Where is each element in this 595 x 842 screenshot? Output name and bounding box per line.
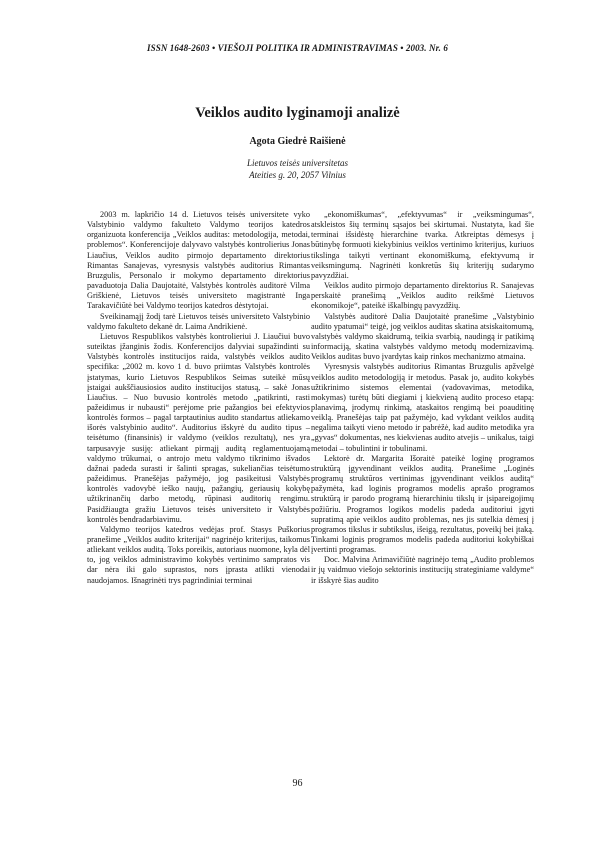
paragraph: 2003 m. lapkričio 14 d. Lietuvos teisės universitete vyko Valstybinio valdymo fakulteto Valdymo teorijos katedros organizuota konferencija „Veiklos auditas: metodologija, metodai, problemos“. Konferencijoje dalyvavo valstybės kontrolierius Jonas Liaučius, Veiklos audito pirmojo departamento direktorius Rimantas Sanajevas, vyresnysis valstybės auditorius Rimantas Bruzgulis, Personalo ir mokymo departamento direktorius pavaduotoja Dalia Daujotaitė, Valstybės kontrolės auditorė Vilma Griškienė, Lietuvos teisės universiteto magistrantė Inga Tarakavičiūtė bei Valdymo teorijos katedros dėstytojai. <box>87 210 310 311</box>
paragraph: Doc. Malvina Arimavičiūtė nagrinėjo temą „Audito problemos ir jų vaidmuo viešojo sektorinis institucijų strateginiame valdyme“ ir išskyrė šias audito <box>311 555 534 585</box>
article-author: Agota Giedrė Raišienė <box>249 136 346 147</box>
affiliation-institution: Lietuvos teisės universitetas <box>247 158 348 168</box>
right-text-column <box>311 210 534 586</box>
paragraph: Lektorė dr. Margarita Išoraitė pateikė loginę programos struktūrą įgyvendinant veiklos auditą. Pranešime „Loginės programų struktūros vertinimas įgyvendinant veiklos auditą“ pažymėta, kad loginis programos modelis aprašo programos struktūrą ir parodo programą hierarchiniu tikslų ir įsipareigojimų požiūriu. Programos logikos modelis padeda auditoriui įgyti supratimą apie veiklos audito problemas, nes jis sutelkia dėmesį į programos tikslus ir subtikslus, išeigą, rezultatus, poveikį bei įtaką. Tinkami loginis programos modelis padeda auditoriui kokybiškai įvertinti programas. <box>311 453 534 555</box>
paragraph: Valdymo teorijos katedros vedėjas prof. Stasys Puškorius pranešime „Veiklos audito kriterijai“ nagrinėjo kriterijus, taikomus atliekant veiklos auditą. Toks poreikis, autoriaus nuomone, kyla dėl to, jog veiklos administravimo kokybės vertinimo sampratos vis dar nėra iki galo suprastos, nors įprasta atlikti vienodai naudojamos. Išnagrinėti trys pagrindiniai terminai <box>87 524 310 585</box>
paragraph: Vyresnysis valstybės auditorius Rimantas Bruzgulis apžvelgė veiklos audito metodologiją ir metodus. Pasak jo, audito kokybės užtikrinimo sistemos elementai (vadovavimas, metodika, mokymas) turėtų būti diegiami į kiekvieną audito proceso etapą: planavimą, įrodymų rinkimą, ataskaitos rengimą bei poauditinę veiklą. Pranešėjas taip pat pažymėjo, kad vykdant veiklos auditą negalima taikyti vieno metodo ir pabrėžė, kad audito metodika yra „gyvas“ dokumentas, nes kiekvienas audito atvejis – unikalus, taigi metodai – tobulintini ir tobulinami. <box>311 362 534 453</box>
paragraph: Lietuvos Respublikos valstybės kontrolieriui J. Liaučiui buvo suteiktas įžanginis žodis. Konferencijos dalyviai supažindinti su Valstybės kontrolės institucijos raida, valstybės veiklos audito specifika: „2002 m. kovo 1 d. buvo priimtas Valstybės kontrolės įstatymas, kurio Lietuvos Respublikos Seimas suteikė mūsų įstaigai aukščiausiosios audito institucijos statusą, – sakė Jonas Liaučius. – Nuo buvusio kontrolės metodo „patikrinti, rasti pažeidimus ir nubausti“ perėjome prie pažangios bei efektyvios kontrolės formos – pagal tarptautinius audito standartus atliekamo išorės valstybinio audito“. Auditorius išskyrė du audito tipus – teisėtumo (finansinis) ir valdymo (veiklos rezultatų), nes yra tarpusavyje susiję: atliekant pirmąjį auditą reglamentuojamą valdymo trūkumai, o antrojo metu valdymo tikrinimo išvados dažnai padeda surasti ir šalinti spragas, sukeliančias teisėtumo pažeidimus. Pranešėjas pažymėjo, jog pasikeitusi Valstybės kontrolės vadovybė ieško naujų, pažangių, geriausių kokybę užtikrinančių darbo metodų, rūpinasi auditorių rengimu. Pasidžiaugta gražiu Lietuvos teisės universiteto ir Valstybės kontrolės bendradarbiavimu. <box>87 331 310 524</box>
paragraph: Veiklos audito pirmojo departamento direktorius R. Sanajevas perskaitė pranešimą „Veiklos audito reikšmė Lietuvos ekonomikoje“, pateikė iškalbingų pavyzdžių. <box>311 281 534 311</box>
running-header: ISSN 1648-2603 • VIEŠOJI POLITIKA IR ADMINISTRAVIMAS • 2003. Nr. 6 <box>147 43 448 53</box>
paragraph: „ekonomiškumas“, „efektyvumas“ ir „veiksmingumas“, atskleistos šių terminų sąsajos bei skirtumai. Nustatyta, kad šie terminai išsidėstę hierarchine tvarka. Atkreiptas dėmesys į būtinybę formuoti kiekybinius veiklos vertinimo kriterijus, kuriuos tikslinga taikyti vertinant ekonomiškumą, efektyvumą ir veiksmingumą. Nagrinėti konkretūs šių kriterijų sudarymo pavyzdžiai. <box>311 210 534 280</box>
paragraph: Valstybės auditorė Dalia Daujotaitė pranešime „Valstybinio audito ypatumai“ teigė, jog veiklos auditas skatina atsiskaitomumą, valstybės valdymo skaidrumą, teikia svarbią, naudingą ir patikimą informaciją, skatina valstybės valdymo metodų modernizavimą. Veiklos auditas buvo įvardytas kaip rinkos mechanizmo atmaina. <box>311 311 534 362</box>
paragraph: Sveikinamąjį žodį tarė Lietuvos teisės universiteto Valstybinio valdymo fakulteto dekanė dr. Laima Andrikienė. <box>87 311 310 331</box>
left-text-column <box>87 210 310 586</box>
author-affiliation <box>0 157 595 181</box>
affiliation-address: Ateities g. 20, 2057 Vilnius <box>249 170 346 180</box>
article-title: Veiklos audito lyginamoji analizė <box>195 105 400 121</box>
page-number: 96 <box>292 778 303 789</box>
